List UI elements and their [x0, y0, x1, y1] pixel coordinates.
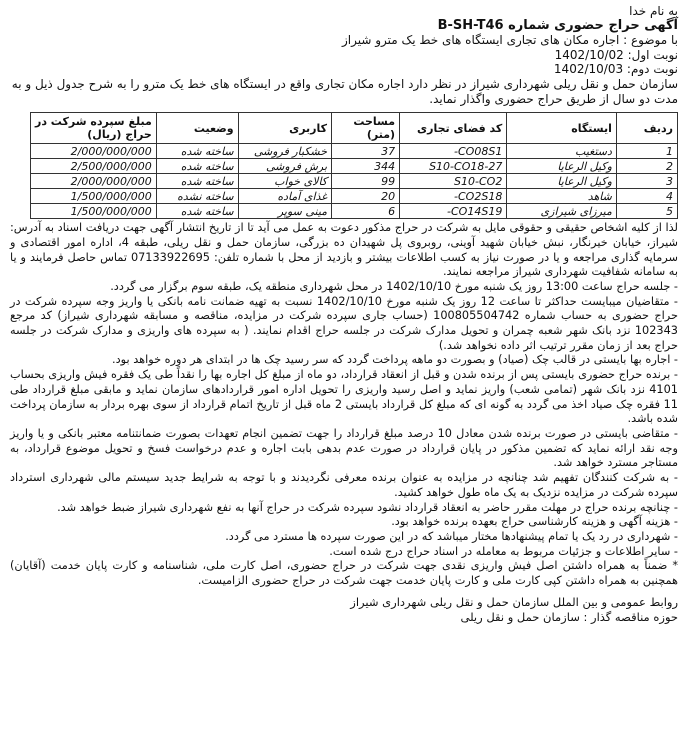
cell-usage: مینی سوپر — [238, 204, 331, 219]
cell-status: ساخته نشده — [156, 189, 238, 204]
cell-status: ساخته شده — [156, 159, 238, 174]
table-row — [31, 189, 678, 204]
cell-area: 99 — [332, 174, 400, 189]
col-area: مساحت (متر) — [332, 113, 400, 144]
cell-area: 20 — [332, 189, 400, 204]
cell-usage: غذای آماده — [238, 189, 331, 204]
header-basmala: به نام خدا — [629, 4, 678, 18]
conditions-p8: - چنانچه برنده حراج در مهلت مقرر حاضر به انعقاد قرارداد نشود سپرده شرکت در حراج آنها به نفع شهرداری شیراز ضبط خواهد شد. — [57, 500, 678, 514]
cell-amount: 2/000/000/000 — [31, 174, 157, 189]
cell-row: 3 — [616, 174, 677, 189]
cell-usage: کالای خواب — [238, 174, 331, 189]
ad-title: آگهی حراج حضوری شماره B-SH-T46 — [437, 17, 678, 33]
cell-area: 6 — [332, 204, 400, 219]
conditions-p12: * ضمناً به همراه داشتن اصل فیش واریزی نقدی جهت شرکت در حراج حضوری، اصل کارت ملی، شناسنامه و کارت پایان خدمت (آقایان) همچنین به همراه داشتن کپی کارت ملی و کارت پایان خدمت جهت شرکت در حراج حضوری الزامیست. — [10, 559, 678, 588]
cell-station: وکیل الرعایا — [507, 174, 617, 189]
cell-usage: برش فروشی — [238, 159, 331, 174]
cell-usage: خشکبار فروشی — [238, 144, 331, 159]
table-row — [31, 144, 678, 159]
conditions-p3: - متقاضیان میبایست حداکثر تا ساعت 12 روز یک شنبه مورخ 1402/10/10 نسبت به تهیه ضمانت نامه بانکی یا واریز وجه سپرده شرکت در حراج حضوری به حساب شماره 100805504742 (حساب جاری سپرده شرکت در مزایده، مناقصه و مسابقه شهرداری شیراز) کد مرجع 102343 نزد بانک شهر شعبه چمران و تحویل مدارک شرکت در جلسه حراج اقدام نمایند. ( به سپرده های واریزی و مدارک شرکت در جلسه حراج بعد از زمان مقرر ترتیب اثر داده نخواهد شد.) — [10, 294, 678, 352]
cell-code: CO2S18- — [400, 189, 507, 204]
ad-subject: با موضوع : اجاره مکان های تجاری ایستگاه های خط یک مترو شیراز — [341, 33, 678, 48]
cell-amount: 2/000/000/000 — [31, 144, 157, 159]
col-amount: مبلغ سپرده شرکت در حراج (ریال) — [31, 113, 157, 144]
table-row — [31, 204, 678, 219]
conditions-p1: لذا از کلیه اشخاص حقیقی و حقوقی مایل به شرکت در حراج مذکور دعوت به عمل می آید تا از تاریخ انتشار آگهی جهت دریافت اسناد به آدرس: شیراز، خیابان خیرنگار، نبش خیابان شهید آوینی، روبروی پل شهیدان ده بزرگی، سازمان حمل و نقل ریلی، طبقه 4، اداره امور اقتصادی و سرمایه گذاری مراجعه و یا در صورت نیاز به کسب اطلاعات بیشتر و بازدید از محل با شماره تلفن: 07133922695 تماس حاصل فرمایند و یا به سامانه شفافیت شهرداری شیراز مراجعه نمایند. — [10, 221, 678, 279]
cell-area: 344 — [332, 159, 400, 174]
cell-status: ساخته شده — [156, 174, 238, 189]
cell-status: ساخته شده — [156, 204, 238, 219]
cell-code: CO08S1- — [400, 144, 507, 159]
cell-station: شاهد — [507, 189, 617, 204]
cell-status: ساخته شده — [156, 144, 238, 159]
conditions-p11: - سایر اطلاعات و جزئیات مربوط به معامله در اسناد حراج درج شده است. — [329, 544, 678, 558]
cell-row: 2 — [616, 159, 677, 174]
col-row: ردیف — [616, 113, 677, 144]
cell-amount: 1/500/000/000 — [31, 204, 157, 219]
conditions-p2: - جلسه حراج ساعت 13:00 روز یک شنبه مورخ 1402/10/10 در محل شهرداری منطقه یک، طبقه سوم برگزار می گردد. — [110, 279, 678, 293]
cell-row: 1 — [616, 144, 677, 159]
intro-paragraph: سازمان حمل و نقل ریلی شهرداری شیراز در نظر دارد اجاره مکان تجاری واقع در ایستگاه های خط یک مترو را به شرح جدول ذیل و به مدت دو سال از طریق حراج حضوری واگذار نماید. — [11, 76, 678, 106]
first-turn-date: نوبت اول: 1402/10/02 — [554, 47, 678, 62]
col-usage: کاربری — [238, 113, 331, 144]
cell-amount: 1/500/000/000 — [31, 189, 157, 204]
second-turn-date: نوبت دوم: 1402/10/03 — [553, 62, 678, 77]
cell-station: دستغیب — [507, 144, 617, 159]
cell-amount: 2/500/000/000 — [31, 159, 157, 174]
shops-table — [30, 112, 678, 219]
footer-publisher: روابط عمومی و بین الملل سازمان حمل و نقل ریلی شهرداری شیراز — [350, 594, 678, 609]
table-row — [31, 174, 678, 189]
conditions-p10: - شهرداری در رد یک یا تمام پیشنهادها مختار میباشد که در این صورت سپرده ها مسترد می گردد. — [225, 529, 678, 543]
cell-station: وکیل الرعایا — [507, 159, 617, 174]
footer-tender-area: حوزه مناقصه گذار : سازمان حمل و نقل ریلی — [460, 609, 678, 624]
conditions-p9: - هزینه آگهی و هزینه کارشناسی حراج بعهده برنده خواهد بود. — [391, 515, 678, 529]
conditions-p6: - متقاضی بایستی در صورت برنده شدن معادل 10 درصد مبلغ قرارداد را جهت تضمین انجام تعهدات بصورت ضمانتنامه معتبر بانکی و یا واریز وجه نقد ارائه نماید که تضمین مذکور در پایان قرارداد در صورت عدم بدهی بابت اجاره و عدم درخواست فسخ و تحویل موضوع قرارداد، به مستاجر مسترد خواهد شد. — [10, 427, 678, 470]
cell-row: 5 — [616, 204, 677, 219]
table-row — [31, 159, 678, 174]
cell-row: 4 — [616, 189, 677, 204]
col-status: وضعیت — [156, 113, 238, 144]
cell-area: 37 — [332, 144, 400, 159]
table-header-row — [31, 113, 678, 144]
conditions-p5: - برنده حراج حضوری بایستی پس از برنده شدن و قبل از انعقاد قرارداد، دو ماه از مبلغ کل اجاره بها را نقداً طی یک فقره فیش واریزی بحساب 4101 نزد بانک شهر (تمامی شعب) واریز نماید و اصل رسید واریزی را تحویل اداره امور قراردادهای سازمان نماید و مابقی مبلغ قرارداد طی 11 فقره چک صیاد اخذ می گردد به گونه ای که مبلغ کل قرارداد بایستی 2 ماه قبل از تاریخ اتمام قرارداد از سوی بهره بردار به سازمان پرداخت شده باشد. — [10, 368, 678, 426]
cell-code: CO14S19- — [400, 204, 507, 219]
col-station: ایستگاه — [507, 113, 617, 144]
cell-code: S10-CO2 — [400, 174, 507, 189]
cell-code: S10-CO18-27 — [400, 159, 507, 174]
col-code: کد فضای تجاری — [400, 113, 507, 144]
conditions-p4: - اجاره بها بایستی در قالب چک (صیاد) و بصورت دو ماهه پرداخت گردد که سر رسید چک ها در ابتدای هر دوره خواهد بود. — [112, 353, 678, 367]
cell-station: میرزای شیرازی — [507, 204, 617, 219]
conditions-p7: - به شرکت کنندگان تفهیم شد چنانچه در مزایده به عنوان برنده معرفی نگردیدند و با توجه به شرایط جدید سیستم مالی شهرداری استرداد سپرده شرکت در مزایده نزدیک به یک ماه طول خواهد کشید. — [10, 471, 678, 499]
